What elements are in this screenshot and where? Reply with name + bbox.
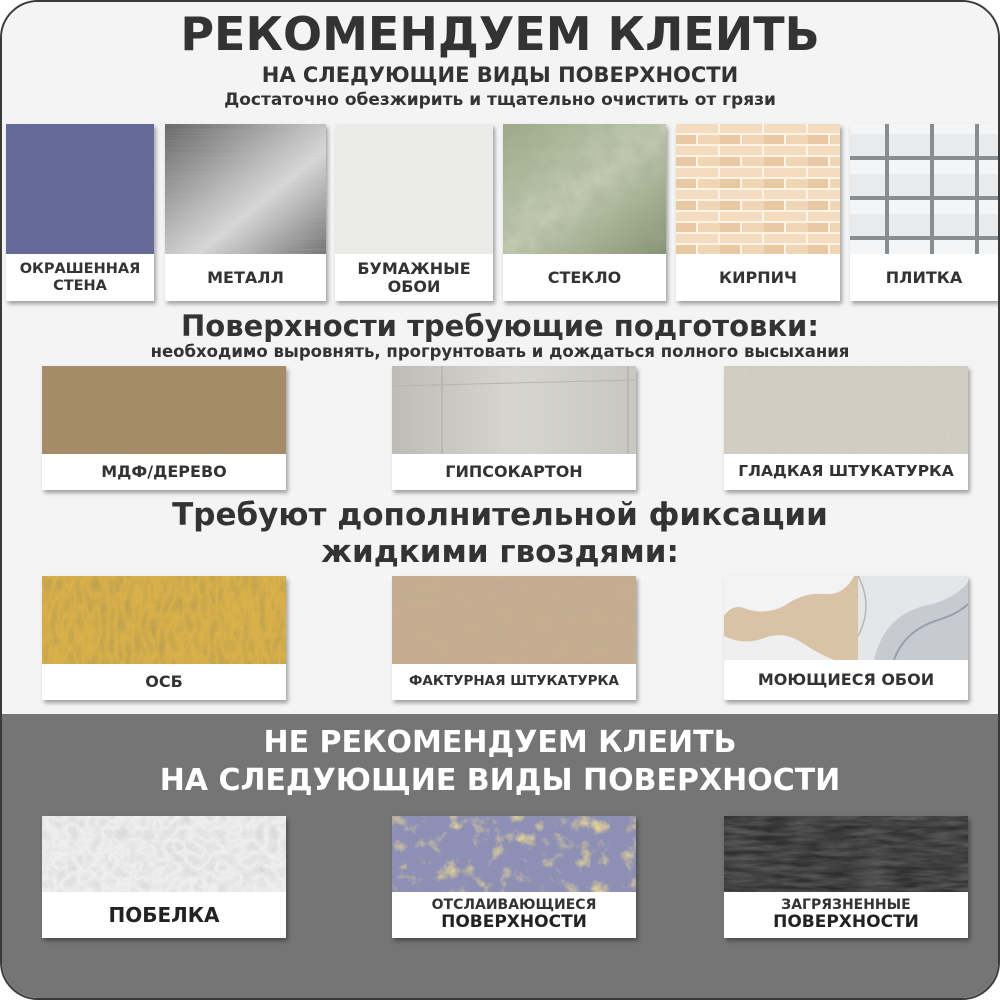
surface-card-peeling-surface <box>392 816 636 938</box>
whitewash-texture <box>42 816 286 892</box>
surface-label-drywall: ГИПСОКАРТОН <box>445 462 583 482</box>
surface-label-whitewash: ПОБЕЛКА <box>108 902 220 927</box>
glass-texture <box>503 124 666 254</box>
preparation-title: Поверхности требующие подготовки: <box>181 309 819 343</box>
recommended-title: РЕКОМЕНДУЕМ КЛЕИТЬ <box>180 7 820 61</box>
surface-card-osb <box>42 576 286 700</box>
surface-label-metal: МЕТАЛЛ <box>207 267 284 287</box>
mdf-wood-texture <box>42 366 286 454</box>
surface-label-peeling-line1: ОТСЛАИВАЮЩИЕСЯ <box>431 896 597 913</box>
surface-label-textured-plaster: ФАКТУРНАЯ ШТУКАТУРКА <box>409 673 619 690</box>
osb-texture <box>42 576 286 664</box>
recommended-subtitle: НА СЛЕДУЮЩИЕ ВИДЫ ПОВЕРХНОСТИ <box>261 63 739 87</box>
surface-card-whitewash <box>42 816 286 938</box>
not-recommended-title-line1: НЕ РЕКОМЕНДУЕМ КЛЕИТЬ <box>263 725 737 760</box>
dirty-surface-texture <box>724 816 968 892</box>
recommended-note: Достаточно обезжирить и тщательно очистить от грязи <box>224 90 776 110</box>
smooth-plaster-texture <box>724 366 968 454</box>
surface-label-washable-wallpaper: МОЮЩИЕСЯ ОБОИ <box>757 670 935 690</box>
surface-label-glass: СТЕКЛО <box>547 267 622 287</box>
surface-label-paper-wallpaper: БУМАЖНЫЕ ОБОИ <box>357 258 471 296</box>
surface-label-osb: ОСБ <box>145 672 183 692</box>
surface-card-tile <box>850 124 998 301</box>
surface-label-brick: КИРПИЧ <box>719 267 797 287</box>
surface-card-metal <box>165 124 326 301</box>
surface-label-peeling-surface <box>392 892 636 938</box>
surface-card-brick <box>676 124 840 301</box>
surface-label-tile: ПЛИТКА <box>885 267 963 287</box>
surface-card-dirty-surface <box>724 816 968 938</box>
surface-label-dirty-line2: ПОВЕРХНОСТИ <box>773 912 919 933</box>
not-recommended-title-line2: НА СЛЕДУЮЩИЕ ВИДЫ ПОВЕРХНОСТИ <box>159 763 841 798</box>
surface-card-smooth-plaster <box>724 366 968 490</box>
surface-card-painted-wall <box>6 124 154 301</box>
drywall-texture <box>392 366 636 454</box>
surface-label-painted-wall: ОКРАШЕННАЯ СТЕНА <box>19 261 141 294</box>
surface-label-peeling-line2: ПОВЕРХНОСТИ <box>441 912 587 933</box>
metal-texture <box>165 124 326 254</box>
brick-texture <box>676 124 840 254</box>
surface-card-textured-plaster <box>392 576 636 700</box>
surface-card-mdf-wood <box>42 366 286 490</box>
surface-card-paper-wallpaper <box>335 124 493 301</box>
paper-wallpaper-texture <box>335 124 493 254</box>
surface-label-dirty-surface <box>724 892 968 938</box>
preparation-note: необходимо выровнять, прогрунтовать и дождаться полного высыхания <box>150 342 850 361</box>
surface-card-washable-wallpaper <box>724 576 968 700</box>
washable-wallpaper-texture <box>724 576 968 660</box>
fixation-title-line1: Требуют дополнительной фиксации <box>172 497 828 533</box>
textured-plaster-texture <box>392 576 636 664</box>
surface-card-drywall <box>392 366 636 490</box>
painted-wall-texture <box>6 124 154 254</box>
surface-card-glass <box>503 124 666 301</box>
fixation-title-line2: жидкими гвоздями: <box>321 534 679 570</box>
tile-texture <box>850 124 998 254</box>
surface-label-smooth-plaster: ГЛАДКАЯ ШТУКАТУРКА <box>738 462 954 481</box>
surface-label-mdf-wood: МДФ/ДЕРЕВО <box>101 462 227 482</box>
surface-label-dirty-line1: ЗАГРЯЗНЕННЫЕ <box>781 896 911 913</box>
peeling-surface-texture <box>392 816 636 892</box>
